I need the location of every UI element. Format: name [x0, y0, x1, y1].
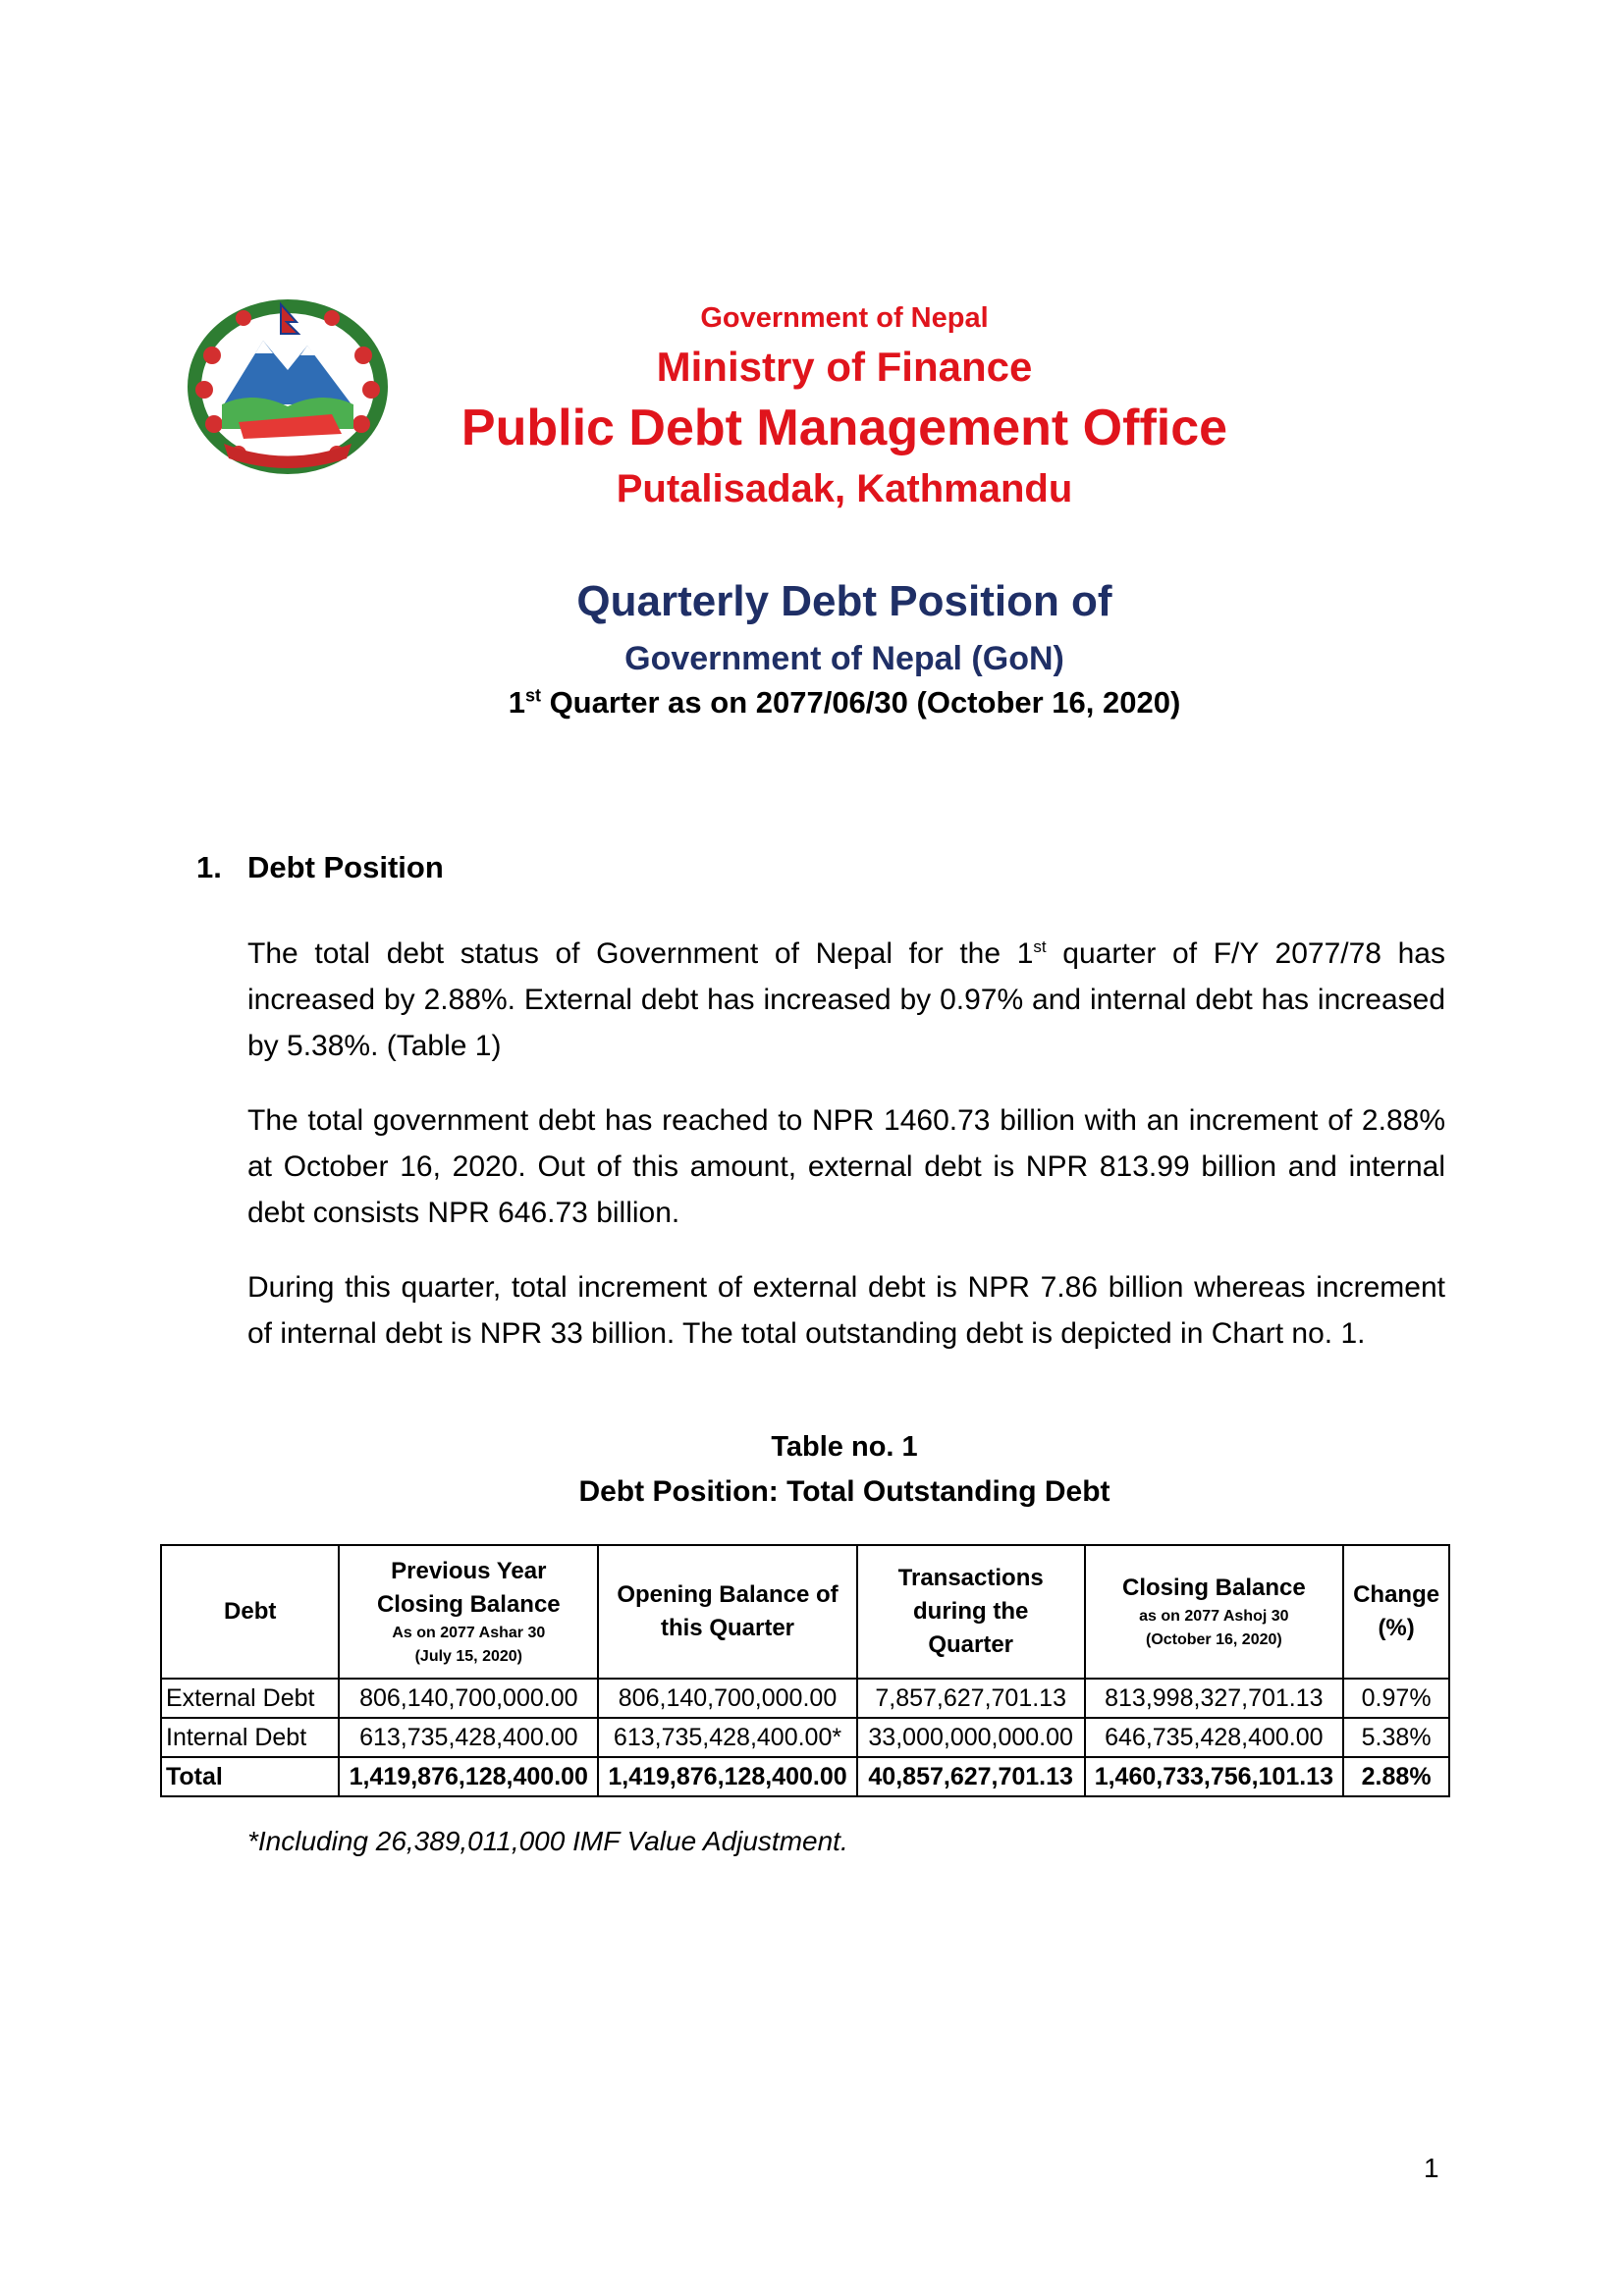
paragraph-3: During this quarter, total increment of external debt is NPR 7.86 billion whereas increment of internal debt is NPR 33 billion. The total outstanding debt is depicted in Chart no. 1.	[247, 1271, 1445, 1350]
cell-previous: 806,140,700,000.00	[339, 1679, 598, 1718]
cell-closing: 1,460,733,756,101.13	[1085, 1757, 1344, 1796]
cell-closing: 646,735,428,400.00	[1085, 1718, 1344, 1757]
cell-previous: 1,419,876,128,400.00	[339, 1757, 598, 1796]
government-label: Government of Nepal	[700, 302, 989, 334]
table-row-external	[161, 1679, 1449, 1718]
cell-opening: 613,735,428,400.00*	[598, 1718, 857, 1757]
header-change: Change (%)	[1343, 1545, 1449, 1679]
cell-label: Total	[161, 1757, 339, 1796]
office-title: Public Debt Management Office	[460, 400, 1228, 456]
cell-label: External Debt	[161, 1679, 339, 1718]
paragraph-1-start: The total debt status of Government of Nepal for the 1	[247, 937, 1034, 970]
cell-change: 5.38%	[1343, 1718, 1449, 1757]
section-number: 1.	[196, 850, 222, 884]
cell-transactions: 33,000,000,000.00	[857, 1718, 1085, 1757]
paragraph-1-end: quarter of F/Y 2077/78 has increased by 2.88%. External debt has increased by 0.97% and internal debt has increased by 5.38%. (Table 1)	[247, 937, 1445, 1062]
paragraph-1-sup: st	[1033, 937, 1047, 956]
cell-transactions: 40,857,627,701.13	[857, 1757, 1085, 1796]
office-address: Putalisadak, Kathmandu	[616, 467, 1073, 510]
paragraph-2: The total government debt has reached to NPR 1460.73 billion with an increment of 2.88% at October 16, 2020. Out of this amount, external debt is NPR 813.99 billion and internal debt consists NPR 646.73 billion.	[247, 1104, 1445, 1229]
header-previous-year: Previous Year Closing Balance As on 2077 Ashar 30 (July 15, 2020)	[339, 1545, 598, 1679]
table-footnote: *Including 26,389,011,000 IMF Value Adjustment.	[247, 1826, 848, 1856]
section-heading	[196, 850, 444, 885]
header-transactions: Transactions during the Quarter	[857, 1545, 1085, 1679]
ministry-label: Ministry of Finance	[656, 344, 1033, 390]
table-row-internal	[161, 1718, 1449, 1757]
table-title: Debt Position: Total Outstanding Debt	[578, 1475, 1110, 1508]
cell-opening: 1,419,876,128,400.00	[598, 1757, 857, 1796]
report-title: Quarterly Debt Position of	[576, 577, 1112, 625]
table-number: Table no. 1	[771, 1431, 918, 1463]
debt-table	[160, 1544, 1450, 1797]
cell-previous: 613,735,428,400.00	[339, 1718, 598, 1757]
header-closing-balance: Closing Balance as on 2077 Ashoj 30 (October 16, 2020)	[1085, 1545, 1344, 1679]
cell-change: 0.97%	[1343, 1679, 1449, 1718]
cell-label: Internal Debt	[161, 1718, 339, 1757]
header-opening-balance: Opening Balance of this Quarter	[598, 1545, 857, 1679]
report-subtitle: Government of Nepal (GoN)	[624, 640, 1064, 677]
report-quarter	[295, 685, 1394, 721]
quarter-ordinal: 1	[508, 685, 525, 720]
section-title: Debt Position	[247, 850, 444, 884]
cell-opening: 806,140,700,000.00	[598, 1679, 857, 1718]
cell-closing: 813,998,327,701.13	[1085, 1679, 1344, 1718]
table-row-total	[161, 1757, 1449, 1796]
header-debt: Debt	[161, 1545, 339, 1679]
cell-transactions: 7,857,627,701.13	[857, 1679, 1085, 1718]
paragraph-1	[247, 931, 1445, 1069]
quarter-date: Quarter as on 2077/06/30 (October 16, 2020)	[540, 685, 1181, 720]
table-header-row	[161, 1545, 1449, 1679]
page-number: 1	[1424, 2153, 1439, 2183]
quarter-ordinal-suffix: st	[524, 685, 541, 706]
cell-change: 2.88%	[1343, 1757, 1449, 1796]
